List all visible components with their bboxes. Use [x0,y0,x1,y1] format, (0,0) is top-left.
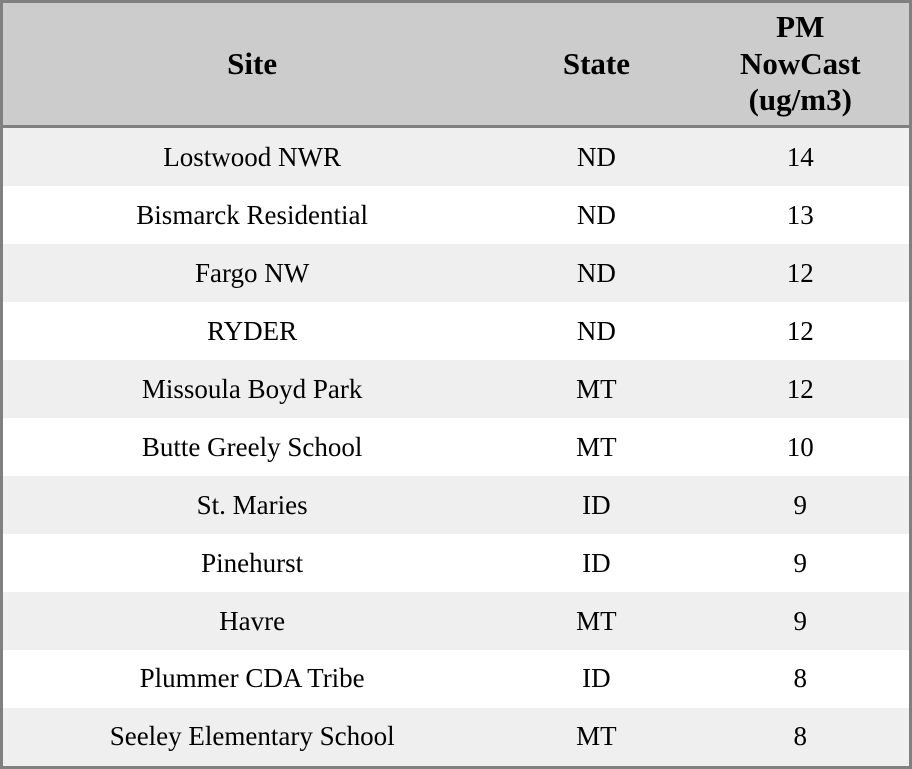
table-row [3,476,909,534]
cell-pm-nowcast: 12 [786,257,814,288]
table-row [3,534,909,592]
cell-state: ND [576,315,616,346]
cell-site: Butte Greely School [141,431,363,462]
cell-site: Lostwood NWR [163,141,342,172]
air-quality-table [3,3,909,766]
cell-site: Pinehurst [201,547,304,578]
cell-pm-nowcast: 13 [786,199,814,230]
table-row [3,244,909,302]
cell-state: ND [576,141,616,172]
table-row [3,302,909,360]
table-row [3,126,909,186]
table-row [3,186,909,244]
cell-site: Havre [219,605,286,636]
cell-state: MT [576,605,617,636]
column-header-pm-nowcast-line1: PM [776,9,825,44]
table-row [3,418,909,476]
cell-pm-nowcast: 8 [793,721,808,752]
cell-site: Plummer CDA Tribe [139,663,365,694]
column-header-pm-nowcast-line3: (ug/m3) [748,82,852,118]
cell-state: ND [576,257,616,288]
table-body [3,126,909,766]
cell-pm-nowcast: 9 [793,547,808,578]
cell-site: Missoula Boyd Park [141,373,363,404]
cell-state: ID [582,489,611,520]
cell-state: MT [576,373,617,404]
column-header-site: Site [3,3,501,126]
cell-site: Seeley Elementary School [109,721,395,752]
cell-pm-nowcast: 12 [786,315,814,346]
cell-pm-nowcast: 9 [793,489,808,520]
table-header [3,3,909,126]
cell-pm-nowcast: 14 [786,141,814,172]
cell-pm-nowcast: 9 [793,605,808,636]
cell-pm-nowcast: 12 [786,373,814,404]
cell-site: RYDER [207,315,298,346]
column-header-pm-nowcast [692,3,909,126]
cell-site: Fargo NW [195,257,310,288]
cell-state: MT [576,431,617,462]
cell-site: St. Maries [196,489,308,520]
column-header-pm-nowcast-line2: NowCast [739,45,861,81]
cell-pm-nowcast: 10 [786,431,814,462]
cell-state: ID [582,663,611,694]
table-row [3,360,909,418]
cell-state: MT [576,721,617,752]
table-row [3,650,909,708]
table-row [3,708,909,766]
table-header-row [3,3,909,126]
table-row [3,592,909,650]
cell-site: Bismarck Residential [136,199,368,230]
cell-state: ID [582,547,611,578]
cell-pm-nowcast: 8 [793,663,808,694]
cell-state: ND [576,199,616,230]
column-header-state: State [501,3,691,126]
